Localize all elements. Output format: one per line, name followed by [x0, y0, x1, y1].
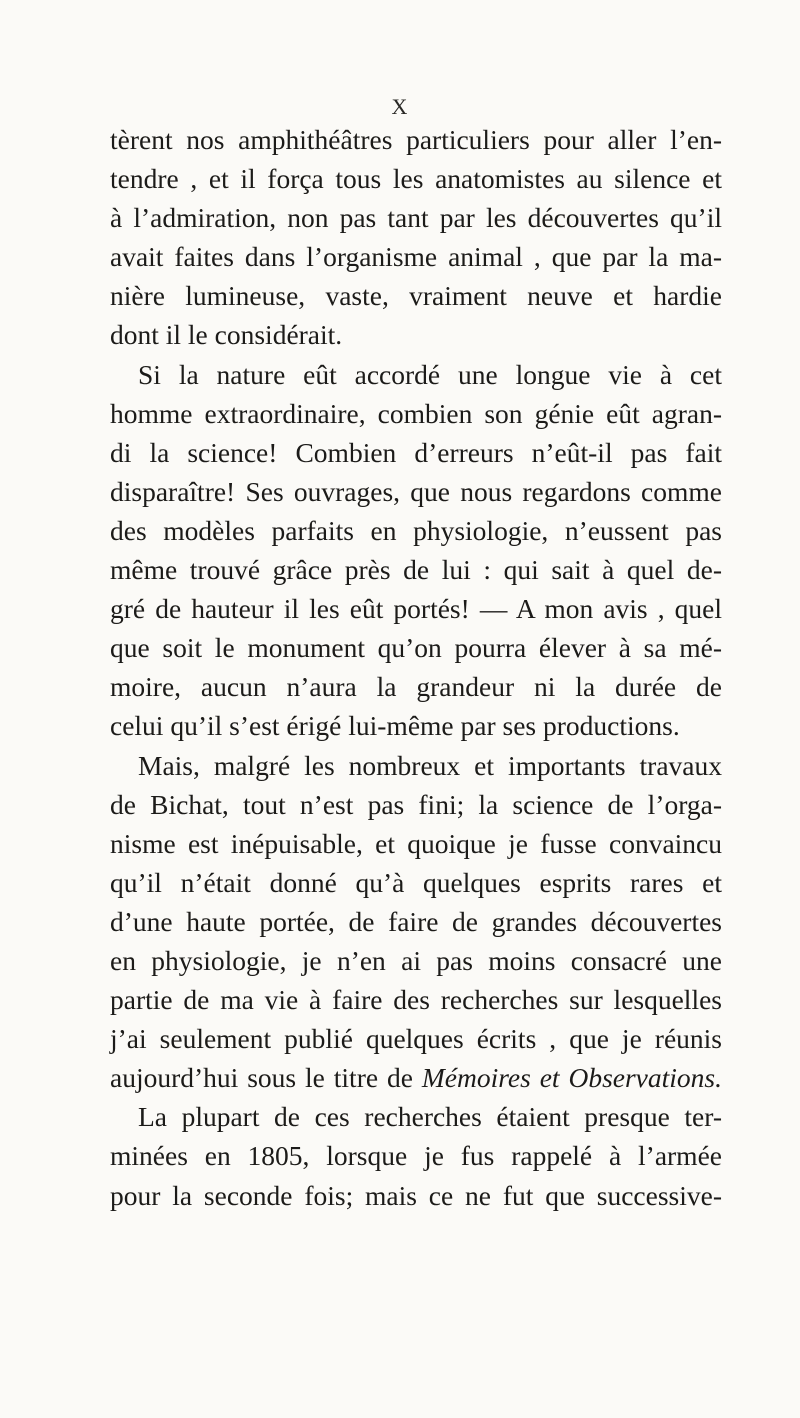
text-line: [110, 1058, 722, 1097]
text-line: avait faites dans l’organisme animal , que par la ma-: [110, 241, 722, 273]
text-line: j’ai seulement publié quelques écrits , que je réunis: [110, 1023, 722, 1055]
text-line: celui qu’il s’est érigé lui-même par ses productions.: [110, 710, 680, 742]
text-line: qu’il n’était donné qu’à quelques esprits rares et: [110, 866, 722, 898]
text-line: en physiologie, je n’en ai pas moins consacré une: [110, 944, 722, 976]
page-number: X: [391, 94, 409, 119]
text-line: même trouvé grâce près de lui : qui sait à quel de-: [110, 554, 722, 586]
text-line: minées en 1805, lorsque je fus rappelé à l’armée: [110, 1140, 722, 1172]
text-run: aujourd’hui sous le titre de: [110, 1062, 422, 1094]
text-line: pour la seconde fois; mais ce ne fut que successive-: [110, 1179, 722, 1211]
text-line: gré de hauteur il les eût portés! — A mon avis , quel: [110, 593, 722, 625]
text-line: disparaître! Ses ouvrages, que nous regardons comme: [110, 475, 722, 507]
text-line: nière lumineuse, vaste, vraiment neuve et hardie: [110, 280, 722, 312]
text-line: des modèles parfaits en physiologie, n’eussent pas: [110, 514, 722, 546]
text-line: La plupart de ces recherches étaient presque ter-: [138, 1101, 722, 1133]
book-title-italic: Mémoires et Observations.: [421, 1062, 722, 1094]
text-line: tèrent nos amphithéâtres particuliers pour aller l’en-: [110, 124, 722, 155]
text-line: à l’admiration, non pas tant par les découvertes qu’il: [110, 202, 722, 234]
text-line: di la science! Combien d’erreurs n’eût-il pas fait: [110, 436, 722, 468]
text-line: tendre , et il força tous les anatomistes au silence et: [110, 163, 722, 195]
text-line: que soit le monument qu’on pourra élever à sa mé-: [110, 632, 722, 664]
text-line: nisme est inépuisable, et quoique je fusse convaincu: [110, 827, 722, 859]
text-line: d’une haute portée, de faire de grandes découvertes: [110, 905, 722, 937]
text-line: dont il le considérait.: [110, 319, 343, 351]
text-line: de Bichat, tout n’est pas fini; la science de l’orga-: [110, 788, 722, 820]
text-line: Mais, malgré les nombreux et importants travaux: [138, 749, 722, 781]
text-line: homme extraordinaire, combien son génie eût agran-: [110, 397, 722, 429]
body-text: [110, 120, 722, 1215]
text-line: Si la nature eût accordé une longue vie à cet: [138, 358, 722, 390]
text-line: moire, aucun n’aura la grandeur ni la durée de: [110, 671, 722, 703]
text-line: partie de ma vie à faire des recherches sur lesquelles: [110, 984, 722, 1016]
